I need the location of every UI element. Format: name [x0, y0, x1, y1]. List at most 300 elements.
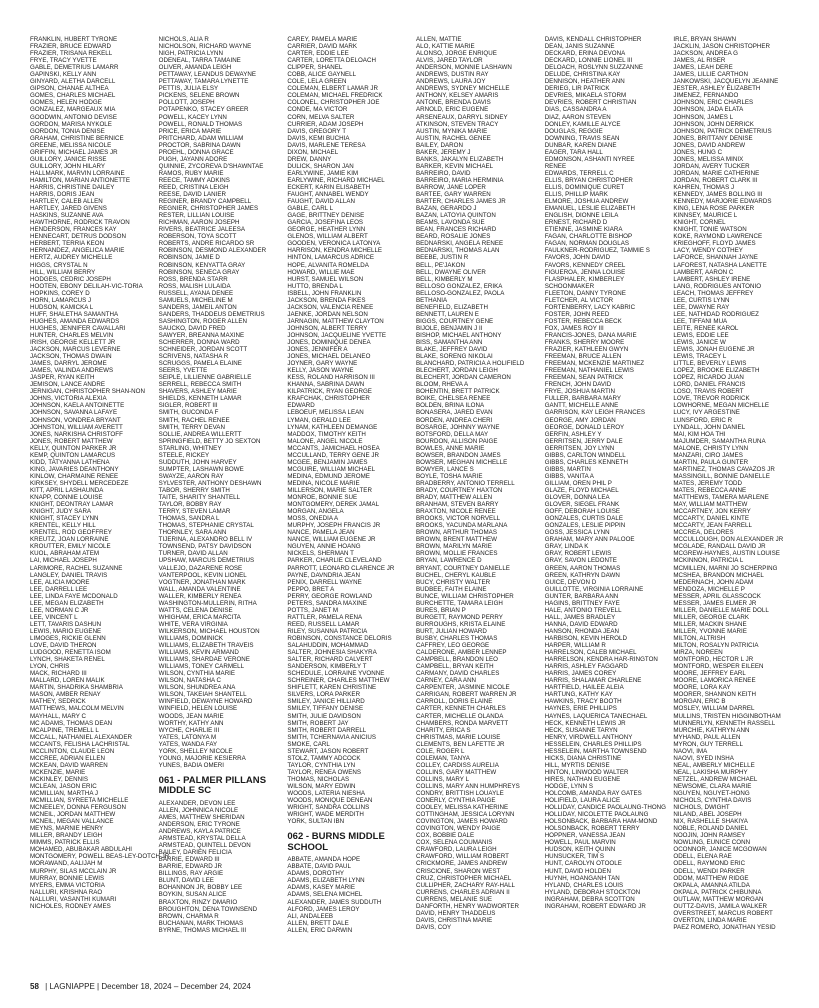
- name-entry: DENNISON, HEATHER ANN: [544, 78, 625, 86]
- name-entry: MCNEELEY, DONNA FERGUSON: [30, 804, 126, 812]
- name-entry: SASHINGTON, ROGER ALLEN: [158, 317, 248, 325]
- name-entry: FAUGHT, ANNABEL WENDY: [287, 191, 369, 199]
- name-entry: MCCANTS, JAMICHAEL HOSEA: [287, 444, 380, 452]
- name-entry: CRAWFORD, LAURA LEIGH: [416, 846, 497, 854]
- name-entry: BIJOLE, BENJAMIN J II: [416, 324, 483, 332]
- name-entry: MARTIN, PAULA GUNTER: [673, 458, 749, 466]
- name-entry: GONZALES, CURTIS DALE: [544, 515, 624, 523]
- name-entry: KELLY, JASON WAYNE: [287, 367, 354, 375]
- name-entry: RENEE: [544, 162, 567, 170]
- name-entry: NEWSOME, CLARA MARIE: [673, 782, 752, 790]
- name-entry: STEWART, JASON ROBERT: [287, 747, 369, 755]
- name-entry: ALEXANDER, DEVON LEE: [158, 799, 236, 807]
- name-entry: ANDERSON, ERIC TYRONE: [158, 821, 240, 829]
- name-entry: BELL, PE'JAKON: [416, 261, 465, 269]
- name-entry: JAMES, LEAH DERE: [673, 64, 733, 72]
- issue-dates: December 18, 2024 – December 24, 2024: [101, 982, 251, 991]
- name-entry: GRAY, ROBERT LEWIS: [544, 550, 612, 558]
- name-entry: GEORGE, AMY JORDAN: [544, 416, 616, 424]
- name-entry: PETTAWAY, LEANDUS DEWAYNE: [158, 71, 257, 79]
- name-entry: BROUGHTON, DENA TOWNSEND: [158, 905, 258, 913]
- name-entry: FAGAN, NORMAN DOUGLAS: [544, 240, 629, 248]
- publication-name: LAGNIAPPE: [49, 982, 95, 991]
- name-entry: JAENKE, JORDAN NELSON: [287, 310, 368, 318]
- name-entry: KING, JAVARIES DEANTHONY: [30, 465, 119, 473]
- name-entry: HOLCOMB, AMANDA RAY GATES: [544, 790, 642, 798]
- precinct-heading: 062 - BURNS MIDDLE SCHOOL: [287, 831, 385, 853]
- name-entry: MURRAY, BONNIE LEWIS: [30, 874, 105, 882]
- name-entry: GARCIA, JOSEFINA LEOS: [287, 219, 364, 227]
- name-entry: COLONEL, CHRISTOPHER JOE: [287, 99, 380, 107]
- name-entry: LUCY, IVY ARGESTINE: [673, 409, 740, 417]
- name-entry: CONDRY, BRITTISH LOUAYLE: [416, 790, 504, 798]
- name-entry: NETZEL, ANDREW MICHAEL: [673, 775, 758, 783]
- name-entry: INGRAHAM, ROBERT EDWARD JR: [544, 902, 646, 910]
- name-entry: WALLER, KIMBERLY RENEA: [158, 592, 242, 600]
- name-entry: MENDOZA, MICHELLE P: [673, 585, 745, 593]
- name-entry: JIMENEZ, FERNANDO: [673, 92, 739, 100]
- name-entry: HOLLIDAY, CANDICE PAOLAUNG-THONG: [544, 804, 667, 812]
- name-entry: TABOR, SHERRY SMITH: [158, 487, 230, 494]
- name-entry: KNIGHT, STACEY LYNN: [30, 515, 99, 523]
- name-entry: CAMPBELL, BRYAN KEITH: [416, 663, 494, 671]
- name-entry: GOMES, CHARLES MICHAEL: [30, 92, 116, 100]
- name-entry: HARRIS, ASHLEY FAGGARD: [544, 663, 628, 671]
- name-entry: EDWARDS, TERRELL C: [544, 169, 614, 177]
- name-entry: ERNEST, RICHARD D: [544, 219, 608, 227]
- name-entry: CARRIGAN, ROBERT WARREN JR: [416, 691, 517, 699]
- name-entry: ELLIS, DOMINIQUE CURET: [544, 183, 625, 191]
- name-entry: BIGGS, COURTNEY GENE: [416, 317, 494, 325]
- name-entry: BARKER, KEVIN MICHAEL: [416, 162, 494, 170]
- name-entry: ODELL, RAYMOND ERIC: [673, 860, 746, 868]
- name-entry: LYNDALL, JOHN DANIEL: [673, 423, 746, 431]
- name-entry: BARTEE, GARY WARREN: [416, 191, 491, 199]
- column-1: [30, 36, 170, 961]
- name-entry: DEVRIES, MIKAELA STORM: [544, 92, 627, 100]
- name-entry: MOHAMED, ABUBAKAR ABDULAHI: [30, 846, 132, 854]
- name-entry: THOMAS, SANDRA L: [158, 515, 220, 523]
- name-entry: MCCALL, NATHANIEL ALEXANDER: [30, 733, 132, 741]
- name-entry: OCONNOR, JANICE MCGOWAN: [673, 846, 767, 854]
- name-entry: GANTT, MICHELLE ANNE: [544, 402, 619, 410]
- name-entry: PUGH, JAYANN ADORE: [158, 155, 228, 163]
- name-entry: GORDON, MARISA NYKOLE: [30, 120, 112, 128]
- name-entry: POLLOTT, JOSEPH: [158, 99, 215, 107]
- name-entry: EDWARD: [287, 402, 315, 410]
- name-entry: TAYLOR, BOBBY RAY: [158, 501, 222, 509]
- name-entry: EARLYWINE, RICHARD MICHAEL: [287, 176, 385, 184]
- name-entry: VOGTNER, JONATHAN MARK: [158, 578, 246, 586]
- name-entry: SUDDUTH, JOHN HARVEY: [158, 458, 237, 466]
- name-entry: SHAVERS, ASHLEY MARIE: [158, 388, 237, 396]
- name-entry: CARMANY, DAVID CHARLES: [416, 670, 500, 678]
- name-entry: GORDON, TONIA DENISE: [30, 127, 105, 135]
- name-entry: HARRIS, JAMES COREY: [544, 670, 617, 678]
- name-columns: [30, 36, 794, 961]
- name-entry: MARTIN, SHADRIKA SHAMBRIA: [30, 684, 123, 692]
- name-entry: JACKLIN, JASON CHRISTOPHER: [673, 43, 771, 51]
- column-4: [416, 36, 537, 961]
- name-entry: COOLEY, MELISSA KATHERINE: [416, 804, 509, 812]
- name-entry: SCHREINER, CHARLES MATTHEW: [287, 677, 390, 685]
- name-entry: LAMBERT, AARON C: [673, 268, 734, 276]
- name-entry: CARTER, LORETTA DELOACH: [287, 57, 376, 65]
- name-entry: ROSS, BRENDA STARR: [158, 275, 228, 283]
- name-entry: GABLE, DEMETRIUS LAMARR: [30, 64, 119, 72]
- name-entry: HARRIS, CHRISTINE DAILEY: [30, 183, 115, 191]
- name-entry: KRAFCHAK, CHRISTOPHER: [287, 395, 370, 403]
- name-entry: CARTER, EDDIE LEE: [287, 50, 349, 58]
- name-entry: HARRELSON, CALEB MICHAEL: [544, 649, 637, 657]
- name-entry: TAITE, SHARITY SHANTELL: [158, 494, 241, 502]
- name-entry: JAMES, VALINDA ANDREWS: [30, 367, 114, 375]
- name-entry: BILLINGS, RAY ARGIE: [158, 870, 224, 878]
- name-entry: STOLZ, TAMMY ADCOCK: [287, 754, 361, 762]
- name-entry: EDMONSON, ASHANTI NYREE: [544, 155, 635, 163]
- name-entry: ARMSTEAD, QUINTELL DEVON: [158, 842, 251, 850]
- name-entry: MORGAN, ERIC B: [673, 698, 726, 706]
- name-entry: ROBERSON, TOYA SCOTT: [158, 233, 237, 241]
- name-entry: BLECHERT, JORDAN LEIGH: [416, 367, 498, 375]
- name-entry: BROWN, ARTHUR THOMAS: [416, 529, 497, 537]
- name-entry: ROBINSON, JAMIE D: [158, 254, 220, 262]
- name-entry: LEE, MEGAN ELIZABETH: [30, 599, 104, 607]
- name-entry: MIMMS, PATRICK ELLIS: [30, 839, 100, 847]
- name-entry: PETTIS, JULIA ELSY: [158, 85, 219, 93]
- name-entry: KROUTTER, EMILY NICOLE: [30, 543, 111, 551]
- name-entry: PETTAWAY, TAMARA LYNETTE: [158, 78, 249, 86]
- name-entry: WINFIELD, HELEN LOUISE: [158, 705, 238, 713]
- name-entry: RAMOS, RUBY MARIE: [158, 169, 224, 177]
- name-entry: WYCHE, CHARLIE III: [158, 726, 220, 734]
- name-entry: ALLEN, ERIC DARWIN: [287, 926, 353, 934]
- name-entry: NOBLE, ROLAND DANIEL: [673, 825, 749, 833]
- name-entry: BURGETT, RAYMOND PERRY: [416, 613, 503, 621]
- name-entry: DULICK, SHARON JAN: [287, 162, 354, 170]
- name-entry: PEPPO, BRET A: [287, 585, 335, 593]
- name-entry: CONDE, MA VICTOR: [287, 106, 348, 114]
- name-entry: CULLIPHER, ZACHARY RAY-HALL: [416, 881, 516, 889]
- name-entry: CAFFREY, LEO GEORGE: [416, 642, 490, 650]
- name-entry: GINYARD, ALETHA DARCELL: [30, 78, 116, 86]
- name-entry: SAWYER, BREANNA MAXINE: [158, 331, 245, 339]
- name-entry: JOHNSON, JACQUELINE YVETTE: [287, 331, 387, 339]
- name-entry: KREUTZ, JOAN LORRAINE: [30, 536, 109, 544]
- name-entry: BOWSER, MEGHAN MICHELLE: [416, 458, 508, 466]
- name-entry: MATTHEWS, TAMERA MARLENE: [673, 494, 769, 502]
- name-entry: ANDREWS, KAYLA PATRICE: [158, 828, 241, 836]
- name-entry: BURCHETTE, TAMARA LEIGH: [416, 599, 503, 607]
- name-entry: CRAWFORD, WILLIAM ROBERT: [416, 853, 509, 861]
- name-entry: REECE, TAMMY ADKINS: [158, 176, 230, 184]
- name-entry: MANZARI, CIRO JAMES: [673, 451, 743, 459]
- name-entry: BURES, BRIAN P: [416, 606, 466, 614]
- name-entry: BELL, KIMBERLY M: [416, 275, 473, 283]
- name-entry: ODELL, ELENA RAE: [673, 853, 732, 861]
- name-entry: MILLER, DANIELLE MARIE DOLL: [673, 606, 769, 614]
- name-entry: BISHOP, MICHAEL ANTHONY: [416, 331, 502, 339]
- name-entry: GREEN, AARON THOMAS: [544, 564, 621, 572]
- name-entry: SANDERS, THADDEUS DEMETRIUS: [158, 310, 265, 318]
- name-entry: MILLER, YVONNE MARIE: [673, 627, 747, 635]
- name-entry: LEWIS, EDDIE LEE: [673, 331, 729, 339]
- name-entry: SERRELL, REBECCA SMITH: [158, 381, 242, 389]
- name-entry: FRAZIER, KATHLEEN GWYN: [544, 346, 629, 354]
- name-entry: NANCE, PAMELA JEAN: [287, 529, 355, 537]
- name-entry: KESS, ROLAND HARRISON III: [287, 374, 375, 382]
- name-entry: BARROW, JANE LOPER: [416, 183, 486, 191]
- name-entry: HAWKINS, TRACY BOOTH: [544, 698, 622, 706]
- name-entry: ALEXANDER, JAMES SUDDUTH: [287, 898, 382, 906]
- name-entry: GREENE, MELISSA NICOLE: [30, 141, 112, 149]
- name-entry: ALLEN, JOHNNICA NICOLE: [158, 806, 239, 814]
- name-entry: GLAZE, FLOYD MICHAEL: [544, 487, 619, 494]
- name-entry: GOSS, JESSICA LYNN: [544, 529, 610, 537]
- name-entry: DIAZ, AARON STEVEN: [544, 113, 611, 121]
- name-entry: JASPER, RYAN KEITH: [30, 374, 95, 382]
- name-entry: SCRIVENS, NATASHA R: [158, 353, 229, 361]
- name-entry: KOKE, RAYMOND LAWRENCE: [673, 233, 763, 241]
- name-entry: LOVE, DAVID THERON: [30, 642, 97, 650]
- name-entry: BLECHERT, JORDAN CAMERON: [416, 374, 511, 382]
- name-entry: MILLERSON, MARIE SALTER: [287, 487, 372, 494]
- name-entry: LEE, NORMAN C JR: [30, 606, 89, 614]
- name-entry: ARSENEAUX, DARRYL SIDNEY: [416, 113, 508, 121]
- name-entry: GAPINSKI, KELLY ANN: [30, 71, 97, 79]
- name-entry: CLIPPER, SHANEL: [287, 64, 343, 72]
- name-entry: SMITH, TERRY DEVAN: [158, 423, 225, 431]
- name-entry: KIDD, TATYANNA LATHENA: [30, 458, 110, 466]
- name-entry: JESTER, ASHLEY ELIZABETH: [673, 85, 761, 93]
- name-entry: CURRIER, ADAM JOSEPH: [287, 120, 364, 128]
- name-entry: AUSTIN, RACHEL GENEE: [416, 134, 491, 142]
- name-entry: KNIGHT, TONIE WATSON: [673, 226, 747, 234]
- name-entry: GOFF, DEBORAH LOUISE: [544, 508, 621, 516]
- name-entry: ABBATE, DAVID PAUL: [287, 863, 351, 871]
- name-entry: SALAHUDDIN, MOHAMMAD: [287, 642, 369, 650]
- name-entry: ELLIS, BRYAN CHRISTOPHER: [544, 176, 633, 184]
- name-entry: FREEMAN, MCKENZIE MARTINEZ: [544, 360, 645, 368]
- name-entry: COVINGTON, WENDY PAIGE: [416, 825, 501, 833]
- name-entry: LEE, VINCENT L: [30, 613, 78, 621]
- name-entry: JORDAN, ROBERT CLARK III: [673, 176, 758, 184]
- name-entry: BELLOSO GONZALEZ, ERIKA: [416, 282, 503, 290]
- name-entry: ARMSTEAD, KRYSTAL DELLA: [158, 835, 246, 843]
- name-entry: MALONE, CHRISTY LYNN: [673, 444, 749, 452]
- name-entry: OKPALA, PATRICK CHIBUNNA: [673, 888, 762, 896]
- name-entry: HUDSON, KAMICKA L: [30, 303, 94, 311]
- name-entry: FRAZIER, TRISANA REKELL: [30, 50, 113, 58]
- name-entry: GIBBS, CARLTON WINDELL: [544, 451, 626, 459]
- name-entry: MAJUMDER, SAMANTHA RUNA: [673, 437, 766, 445]
- name-entry: BRYANT, COURTNEY DANIELLE: [416, 564, 510, 572]
- name-entry: MILTON, ROSALYN PATRICIA: [673, 642, 759, 650]
- name-entry: JACKSON, BRENDA FIKES: [287, 296, 366, 304]
- name-entry: KNIGHT, CORNEL: [673, 219, 726, 227]
- name-entry: COLLEY, CARDISS AURELIA: [416, 761, 499, 769]
- name-entry: NICHOLES, RODNEY AMES: [30, 902, 111, 910]
- name-entry: KNAPP, CONNIE LOUISE: [30, 494, 103, 502]
- name-entry: HENNECART, DETRUS DODSON: [30, 233, 126, 241]
- name-entry: MATES, REBECCA ANNE: [673, 487, 747, 494]
- name-entry: ADAMS, KASEY MARIE: [287, 884, 355, 892]
- name-entry: PAYNE, DAVNDRIA JEAN: [287, 571, 360, 579]
- name-entry: WILSON, SHUNDREA ANA: [158, 684, 236, 692]
- name-entry: BRAXTON, NICOLE RENEE: [416, 508, 496, 516]
- name-entry: RESTER, LILLIAN LOUISE: [158, 212, 235, 220]
- name-entry: MYHAND, PAUL ALLEN: [673, 733, 741, 741]
- name-entry: KEMP, QUINTON LAMARCUS: [30, 451, 116, 459]
- name-entry: SANDERSON, KIMBERLY T: [287, 663, 367, 671]
- name-entry: MEDINA, EDMUND JEROME: [287, 472, 370, 480]
- name-entry: FRENCH, JOHN DAVID: [544, 381, 612, 389]
- name-entry: HOLLIDAY, NICOLETTE PAOLAUNG: [544, 811, 649, 819]
- name-entry: NAOVI, SYED INSHA: [673, 754, 734, 762]
- name-entry: MALONE, ANGEL NICOLE: [287, 437, 363, 445]
- name-entry: HARTLEY, CALEB ALLEN: [30, 198, 103, 206]
- name-entry: BETHANIA: [416, 296, 448, 304]
- name-entry: HICKS, DIANA CHRISTINE: [544, 754, 622, 762]
- name-entry: HUYNH, HOANGANH TAN: [544, 874, 620, 882]
- name-entry: ALO, KATTIE MARIE: [416, 43, 475, 51]
- name-entry: DONLEY, KAMILLE ALYCE: [544, 120, 621, 128]
- name-entry: GOODEN, VERONICA LATONYA: [287, 240, 381, 248]
- name-entry: MCCARTNEY, JON KERRY: [673, 508, 751, 516]
- name-entry: LOVE, TREVOR RODRICK: [673, 395, 750, 403]
- name-entry: WHIGHAM, ERICA MARCITA: [158, 613, 241, 621]
- name-entry: MONTGOMERY, DEREK JAMAL: [287, 501, 380, 509]
- name-entry: JAMES, DARRYL JEROME: [30, 360, 107, 368]
- name-entry: GILLIAM, OREN PHIL P: [544, 479, 612, 487]
- name-entry: GIBBS, MARTIN: [544, 465, 591, 473]
- name-entry: MOORE, LAMORICA RENEE: [673, 677, 756, 685]
- name-entry: ROBINSON, CONSTANCE DELORIS: [287, 634, 392, 642]
- name-entry: PENIX, DARRELL WAYNE: [287, 578, 362, 586]
- name-entry: HYLAND, CHARLES LOUIS: [544, 881, 624, 889]
- name-entry: BRAXTON, RINZY DMARIO: [158, 898, 238, 906]
- name-entry: HUGHES, AMANDA EDWARDS: [30, 317, 120, 325]
- name-entry: AMES, MATTHEW SHERIDAN: [158, 813, 245, 821]
- name-entry: HOPKINS, COREY D: [30, 289, 90, 297]
- name-entry: BURT, JULIAN HOWARD: [416, 627, 487, 635]
- name-entry: FLEETON, DANNY TYRONE: [544, 289, 626, 297]
- name-entry: FREEMAN, SEAN PATRICK: [544, 374, 624, 382]
- name-entry: CARTER, KENNETH CHARLES: [416, 705, 506, 713]
- name-entry: ADAMS, SELENA MICHEL: [287, 891, 363, 899]
- name-entry: BARREIRO, DAVID: [416, 169, 471, 177]
- name-entry: WILLIAMS, KEVIN ARMAND: [158, 649, 239, 657]
- name-entry: GIBBS, VANITA A: [544, 472, 594, 480]
- name-entry: FLASPHALER, KIMBERLEY: [544, 275, 625, 283]
- name-entry: HOOTEN, EBONY DELILAH-VIC-TORIA: [30, 282, 143, 290]
- name-entry: BOHENTIN, BRETT PATRICK: [416, 388, 500, 396]
- name-entry: SCHERRER, DONNA WARD: [158, 339, 240, 347]
- name-entry: ABBATE, AMANDA HOPE: [287, 856, 361, 864]
- name-entry: COX, SELENA COUMANIS: [416, 839, 493, 847]
- name-entry: MONTFORD, WESPER EILEEN: [673, 663, 764, 671]
- name-entry: JORDAN, MARIE CATHERINE: [673, 169, 760, 177]
- name-entry: MARTINEZ, THOMAS CAVAZOS JR: [673, 465, 775, 473]
- name-entry: MOORE, JEFFREY EARL: [673, 670, 746, 678]
- name-entry: BOSARGE, JOHNNY WAYNE: [416, 423, 500, 431]
- name-entry: JEMISON, LANCE ANDRE: [30, 381, 106, 389]
- name-entry: HARTUNG, KATHY KAY: [544, 691, 613, 699]
- name-entry: BOWYER, LANCE S: [416, 465, 474, 473]
- name-entry: BUCY, CHRISTY WALTER: [416, 578, 491, 586]
- name-entry: MORGAN, ANGELA: [287, 508, 344, 516]
- name-entry: NAOVI, IMA: [673, 747, 708, 755]
- name-entry: COLLINS, MARY ANN HUMPHREYS: [416, 782, 520, 790]
- name-entry: LEWIS, MARIO EUGENE: [30, 627, 102, 635]
- name-entry: HIGGS, CRYSTAL N: [30, 261, 88, 269]
- name-entry: PARROTT, LEONARD CLARENCE JR: [287, 564, 395, 572]
- name-entry: MONTGOMERY, POWELL BEAS-LEY-DOTCH JR: [30, 853, 170, 861]
- name-entry: ANTONE, BRENDA DAVIS: [416, 99, 491, 107]
- name-entry: KELLY, QUINTON PARKER JR: [30, 444, 117, 452]
- name-entry: BOYLE, TOSHA MARIE: [416, 472, 483, 480]
- name-entry: CALDERONE, AMBER LENNEP: [416, 649, 507, 657]
- name-entry: SOLLIE, ANDREA WILLERTT: [158, 430, 242, 438]
- name-entry: GEORGE, DONALD LEROY: [544, 423, 625, 431]
- name-entry: THOMAS, STEPHANIE CRYSTAL: [158, 522, 254, 530]
- name-entry: FREEMAN, BRUCE ALLEN: [544, 353, 622, 361]
- name-entry: GUICE, DEVON D: [544, 578, 597, 586]
- name-entry: BEAMS, LAVONDA SUE: [416, 219, 485, 227]
- name-entry: JAMES, LILLIE CARTHON: [673, 71, 748, 79]
- name-entry: RATTLER, PAMELA RENA: [287, 613, 363, 621]
- name-entry: FAUGHT, DAVID ALLAN: [287, 198, 355, 206]
- name-entry: LAFORCE, SHANNAH JAYNE: [673, 254, 758, 262]
- name-entry: EARLYWINE, JAMIE KIM: [287, 169, 359, 177]
- name-entry: MCCREA, DELORES: [673, 529, 734, 537]
- name-entry: MUNNERLYN, KENNETH RASSELL: [673, 719, 776, 727]
- name-entry: GUILLORY, JOHN HILARY: [30, 162, 106, 170]
- page-number: 58: [30, 982, 39, 991]
- name-entry: MCCARTY, JEAN FARRELL: [673, 522, 752, 530]
- name-entry: HUGHES, JENNIFER CAVALLARI: [30, 324, 126, 332]
- precinct-heading: 061 - PALMER PILLANS MIDDLE SC: [158, 774, 267, 797]
- name-entry: BELL, DWAYNE OLIVER: [416, 268, 486, 276]
- name-entry: CRUZ, CHRISTOPHER MICHAEL: [416, 874, 512, 882]
- name-entry: ANDREWS, DUSTIN RAY: [416, 71, 489, 79]
- name-entry: SMITH, RACHEL RENEE: [158, 416, 230, 424]
- name-entry: BENEFIELD, ELIZABETH: [416, 303, 488, 311]
- name-entry: WORTHY, KATHY ANN: [158, 719, 224, 727]
- name-entry: ANDREWS, SYDNEY MICHELLE: [416, 85, 510, 93]
- name-entry: NEAL, LAKISHA MURPHY: [673, 768, 748, 776]
- name-entry: SCRUGGS, PAMELA ELAINE: [158, 360, 242, 368]
- name-entry: FRANKLIN, HUBERT TYRONE: [30, 36, 118, 43]
- name-entry: JACKSON, THOMAS DWAIN: [30, 353, 112, 361]
- name-entry: HUTTO, BRENDA L: [287, 282, 343, 290]
- name-entry: ROBINSON, KENYATTA GRAY: [158, 261, 246, 269]
- name-entry: BAILEY, DARON: [416, 141, 463, 149]
- name-entry: PARKER, CHARLIE CLEVELAND: [287, 557, 382, 565]
- name-entry: ELMORE, JOSHUA ANDREW: [544, 198, 629, 206]
- name-entry: RICHMAN, AARON JOSEPH: [158, 219, 240, 227]
- name-entry: MCMILLEN, MARNI JO SCHERPING: [673, 564, 778, 572]
- name-entry: MCCULLOUGH, DON ALEXANDER JR: [673, 536, 784, 544]
- name-entry: HANSON, RHONDA JEAN: [544, 627, 619, 635]
- name-entry: MILLER, MACKIN SHANE: [673, 620, 747, 628]
- name-entry: MALLARD, LOREN MALIK: [30, 677, 105, 685]
- name-entry: HUNT, CAROLYN OTOOLE: [544, 860, 622, 868]
- name-entry: JOHNSON, VONDREA BRYANT: [30, 416, 121, 424]
- name-entry: FORTENBERRY, LACY KABRIC: [544, 303, 636, 311]
- name-entry: SMITH, ROBERT JAY: [287, 719, 349, 727]
- name-entry: MONTFORD, HECTOR L JR: [673, 656, 754, 664]
